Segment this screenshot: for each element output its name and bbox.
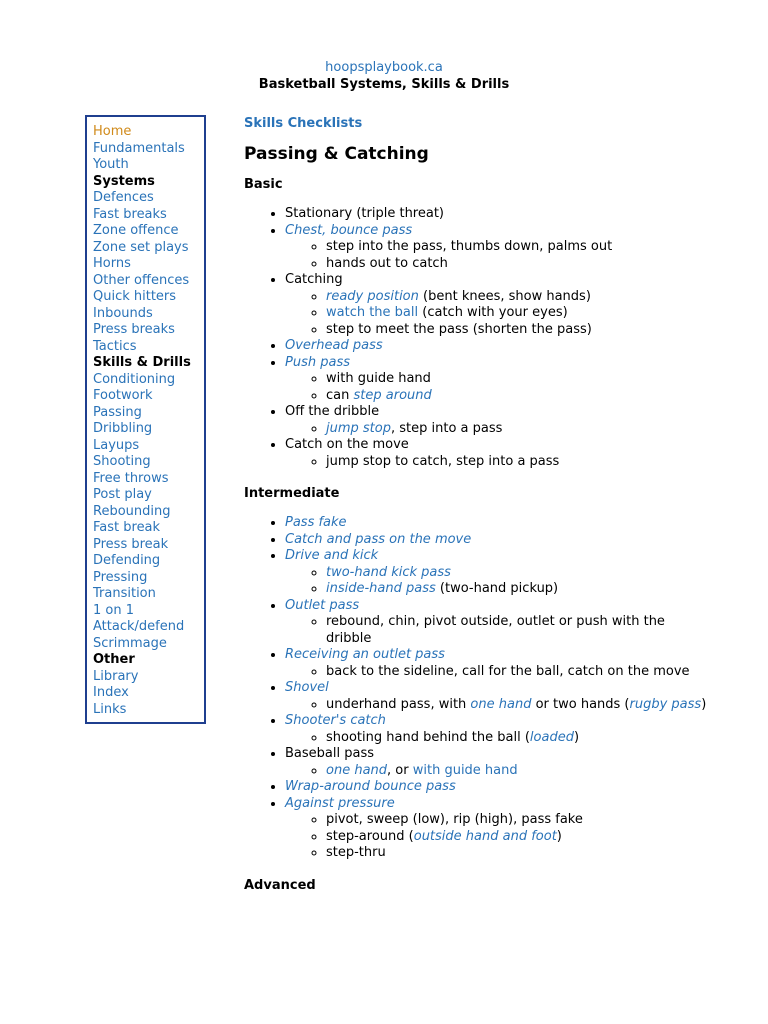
link-overhead-pass[interactable]: Overhead pass — [285, 338, 383, 353]
sidebar-item-attack-defend[interactable]: Attack/defend — [93, 619, 185, 634]
list-text: , step into a pass — [390, 420, 503, 436]
list-item — [285, 713, 714, 746]
sub-list-item — [326, 845, 714, 862]
sub-list — [285, 565, 714, 598]
sidebar-item-quick-hitters[interactable]: Quick hitters — [93, 289, 177, 304]
sidebar-item-shooting[interactable]: Shooting — [93, 454, 151, 469]
checklist-basic — [244, 206, 714, 470]
sub-list — [285, 454, 714, 471]
list-text: hands out to catch — [326, 255, 448, 271]
list-item — [285, 598, 714, 648]
site-link[interactable]: hoopsplaybook.ca — [325, 60, 443, 75]
sidebar-item-defences[interactable]: Defences — [93, 190, 154, 205]
link-shooter-s-catch[interactable]: Shooter's catch — [285, 713, 386, 728]
list-item — [285, 796, 714, 862]
list-text: Baseball pass — [285, 746, 374, 761]
link-step-around[interactable]: step around — [353, 387, 432, 403]
sidebar-item-post-play[interactable]: Post play — [93, 487, 152, 502]
list-item — [285, 746, 714, 779]
list-text: step to meet the pass (shorten the pass) — [326, 321, 592, 337]
sidebar-item-dribbling[interactable]: Dribbling — [93, 421, 153, 436]
list-item — [285, 272, 714, 338]
sub-list-item — [326, 371, 714, 388]
sub-list-item — [326, 730, 714, 747]
link-inside-hand-pass[interactable]: inside-hand pass — [326, 581, 436, 596]
link-two-hand-kick-pass[interactable]: two-hand kick pass — [326, 564, 451, 580]
list-text: (catch with your eyes) — [418, 305, 568, 320]
list-item — [285, 647, 714, 680]
sidebar-item-free-throws[interactable]: Free throws — [93, 470, 169, 486]
list-text: ) — [701, 696, 707, 712]
sidebar-item-fast-break[interactable]: Fast break — [93, 520, 161, 535]
list-item — [285, 223, 714, 273]
link-outlet-pass[interactable]: Outlet pass — [285, 597, 360, 613]
sidebar-item-zone-offence[interactable]: Zone offence — [93, 223, 179, 238]
sidebar-item-transition[interactable]: Transition — [93, 586, 156, 601]
sub-list-item — [326, 454, 714, 471]
link-jump-stop[interactable]: jump stop — [326, 420, 391, 436]
list-text: ) — [556, 828, 562, 844]
site-header — [0, 60, 768, 94]
sidebar-nav — [85, 115, 206, 724]
sub-list-item — [326, 239, 714, 256]
sidebar-item-fundamentals[interactable]: Fundamentals — [93, 140, 185, 156]
sub-list — [285, 664, 714, 681]
list-text: , or — [387, 762, 413, 778]
list-text: jump stop to catch, step into a pass — [326, 453, 560, 469]
main-content — [244, 115, 714, 895]
sub-list-item — [326, 421, 714, 438]
list-text: with guide hand — [326, 371, 431, 386]
sidebar-item-conditioning[interactable]: Conditioning — [93, 371, 176, 387]
list-text: can — [326, 387, 354, 403]
sub-list — [285, 421, 714, 438]
sidebar-item-tactics[interactable]: Tactics — [93, 338, 137, 354]
sidebar-item-horns[interactable]: Horns — [93, 256, 131, 271]
link-rugby-pass[interactable]: rugby pass — [629, 696, 702, 712]
sub-list — [285, 289, 714, 339]
sub-list-item — [326, 289, 714, 306]
sidebar-item-defending[interactable]: Defending — [93, 553, 161, 568]
link-receiving-an-outlet-pass[interactable]: Receiving an outlet pass — [285, 647, 445, 662]
sub-list — [285, 371, 714, 404]
link-catch-and-pass-on-the-move[interactable]: Catch and pass on the move — [285, 531, 472, 547]
sidebar-item-zone-set-plays[interactable]: Zone set plays — [93, 239, 189, 255]
sub-list-item — [326, 256, 714, 273]
sub-list-item — [326, 829, 714, 846]
list-text: back to the sideline, call for the ball, catch on the move — [326, 663, 690, 679]
list-text: pivot, sweep (low), rip (high), pass fake — [326, 812, 583, 827]
sidebar-item-press-breaks[interactable]: Press breaks — [93, 322, 175, 337]
list-item — [285, 532, 714, 549]
sidebar-item-1-on-1[interactable]: 1 on 1 — [93, 602, 134, 618]
site-title: Basketball Systems, Skills & Drills — [258, 77, 510, 92]
sidebar-section-systems: Systems — [93, 173, 155, 189]
sidebar-item-fast-breaks[interactable]: Fast breaks — [93, 206, 167, 222]
list-item — [285, 338, 714, 355]
link-one-hand[interactable]: one hand — [326, 762, 388, 778]
list-item — [285, 206, 714, 223]
sidebar-item-library[interactable]: Library — [93, 668, 139, 684]
list-item — [285, 515, 714, 532]
list-text: ) — [573, 729, 580, 745]
link-pass-fake[interactable]: Pass fake — [285, 515, 347, 530]
list-text: step into the pass, thumbs down, palms out — [326, 239, 613, 254]
sub-list — [285, 614, 714, 647]
sub-list-item — [326, 388, 714, 405]
list-text: rebound, chin, pivot outside, outlet or push with the dribble — [326, 614, 665, 646]
list-text: (two-hand pickup) — [435, 581, 559, 596]
list-item — [285, 355, 714, 405]
list-text: Stationary (triple threat) — [285, 206, 445, 221]
sidebar-item-passing[interactable]: Passing — [93, 404, 142, 420]
sidebar-item-layups[interactable]: Layups — [93, 437, 140, 453]
sub-list-item — [326, 305, 714, 322]
link-with-guide-hand[interactable]: with guide hand — [412, 762, 518, 778]
sub-list — [285, 763, 714, 780]
list-item — [285, 437, 714, 470]
list-item — [285, 779, 714, 796]
link-push-pass[interactable]: Push pass — [285, 354, 350, 370]
section-title-intermediate: Intermediate — [244, 486, 340, 501]
sidebar-item-home[interactable]: Home — [93, 124, 132, 139]
list-text: Catch on the move — [285, 437, 409, 452]
link-one-hand[interactable]: one hand — [470, 696, 532, 712]
list-text: Off the dribble — [285, 404, 380, 419]
checklist-intermediate — [244, 515, 714, 862]
list-text: (bent knees, show hands) — [418, 288, 591, 304]
sidebar-item-youth[interactable]: Youth — [93, 157, 129, 172]
sub-list-item — [326, 614, 714, 647]
link-drive-and-kick[interactable]: Drive and kick — [285, 548, 379, 563]
link-loaded[interactable]: loaded — [529, 729, 574, 745]
link-against-pressure[interactable]: Against pressure — [285, 795, 395, 811]
sub-list — [285, 697, 714, 714]
sidebar-item-rebounding[interactable]: Rebounding — [93, 503, 171, 519]
sub-list — [285, 730, 714, 747]
list-item — [285, 548, 714, 598]
sidebar-item-links[interactable]: Links — [93, 701, 127, 717]
list-text: Catching — [285, 272, 343, 287]
checklist-sections — [244, 176, 714, 895]
sub-list-item — [326, 697, 714, 714]
list-item — [285, 404, 714, 437]
sub-list-item — [326, 581, 714, 598]
sub-list-item — [326, 322, 714, 339]
list-text: step-thru — [326, 845, 386, 860]
section-title-advanced: Advanced — [244, 877, 316, 893]
sidebar-section-skills-drills: Skills & Drills — [93, 355, 191, 370]
sidebar-item-index[interactable]: Index — [93, 685, 129, 700]
link-wrap-around-bounce-pass[interactable]: Wrap-around bounce pass — [285, 779, 456, 794]
sidebar-item-pressing[interactable]: Pressing — [93, 569, 148, 585]
sidebar-item-other-offences[interactable]: Other offences — [93, 272, 190, 288]
sub-list-item — [326, 812, 714, 829]
sub-list-item — [326, 763, 714, 780]
sidebar-item-press-break[interactable]: Press break — [93, 536, 169, 552]
section-title-basic: Basic — [244, 177, 283, 192]
list-text: underhand pass, with — [326, 696, 471, 712]
list-item — [285, 680, 714, 713]
sidebar-item-footwork[interactable]: Footwork — [93, 388, 153, 403]
list-text: step-around ( — [326, 828, 414, 844]
list-text: shooting hand behind the ball ( — [326, 729, 530, 745]
link-ready-position[interactable]: ready position — [326, 288, 419, 304]
breadcrumb-skills-checklists[interactable]: Skills Checklists — [244, 116, 363, 131]
page-title: Passing & Catching — [244, 144, 429, 164]
link-chest-bounce-pass[interactable]: Chest, bounce pass — [285, 222, 413, 238]
sidebar-item-scrimmage[interactable]: Scrimmage — [93, 635, 167, 651]
list-text: or two hands ( — [531, 696, 630, 712]
sidebar-item-inbounds[interactable]: Inbounds — [93, 305, 153, 321]
sub-list — [285, 812, 714, 862]
sub-list-item — [326, 565, 714, 582]
link-shovel[interactable]: Shovel — [285, 680, 329, 695]
sub-list-item — [326, 664, 714, 681]
link-watch-the-ball[interactable]: watch the ball — [326, 305, 419, 320]
sub-list — [285, 239, 714, 272]
sidebar-section-other: Other — [93, 652, 135, 667]
link-outside-hand-and-foot[interactable]: outside hand and foot — [413, 828, 557, 844]
